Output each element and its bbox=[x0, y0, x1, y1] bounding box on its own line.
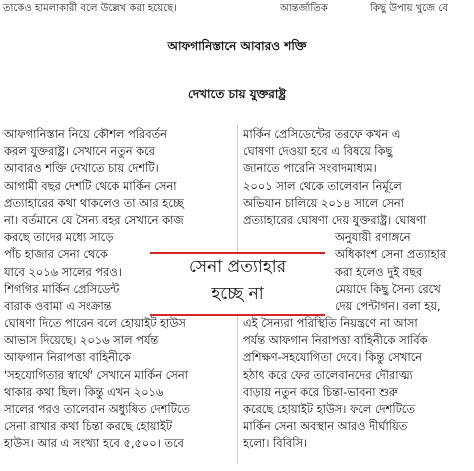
left-line: যাবে ২০১৬ সালের পরও। bbox=[4, 264, 122, 279]
right-line: মেয়াদে কিছু সৈন্য রেখে bbox=[335, 281, 441, 296]
left-line: পাঁচ হাজার সেনা থেকে bbox=[4, 247, 108, 262]
left-line: সেনা রাখার কথা চিন্তা করছে হোয়াইট bbox=[4, 419, 172, 434]
headline-line-1: আফগানিস্তানে আবারও শক্তি bbox=[167, 39, 307, 53]
right-line: বাড়ায় নতুন করে চিন্তা-ভাবনা শুরু bbox=[243, 384, 398, 399]
right-line: অনুযায়ী রণাঙ্গনে bbox=[335, 230, 411, 245]
left-line: আফগান নিরাপত্তা বাহিনীকে bbox=[4, 350, 131, 365]
top-snippet bbox=[0, 0, 474, 22]
right-line: অধিকাংশ সেনা প্রত্যাহার bbox=[335, 247, 447, 262]
right-line: ২০০১ সাল থেকে তালেবান নির্মূলে bbox=[243, 178, 402, 193]
left-line: আভাস দিয়েছে। ২০১৬ সাল পর্যন্ত bbox=[4, 333, 159, 348]
left-line: করছে তাদের মধ্যে সাড়ে bbox=[4, 230, 114, 245]
left-line: থাকার কথা ছিল। কিন্তু এখন ২০১৬ bbox=[4, 384, 164, 399]
right-line: হলো। বিবিসি। bbox=[243, 436, 308, 451]
headline-line-2: দেখাতে চায় যুক্তরাষ্ট্র bbox=[187, 87, 287, 101]
left-line: হাউস। আর এ সংখ্যা হবে ৫,৫০০। তবে bbox=[4, 436, 184, 451]
left-line: প্রত্যাহারের কথা থাকলেও তা আর হচ্ছে bbox=[4, 195, 184, 210]
pull-quote-line-2: হচ্ছে না bbox=[211, 284, 264, 304]
left-line: আফগানিস্তান নিয়ে কৌশল পরিবর্তন bbox=[4, 127, 167, 141]
right-line: জানাতে পারেনি সংবাদমাধ্যম। bbox=[243, 161, 377, 176]
left-line: সালের পরও তালেবান অধ্যুষিত দেশটিতে bbox=[4, 402, 190, 416]
left-line: ঘোষণা দিতে পারেন বলে হোয়াইট হাউস bbox=[4, 316, 186, 331]
right-line: প্রশিক্ষণ-সহযোগিতা দেবে। কিন্তু সেখানে bbox=[243, 350, 423, 365]
right-line: প্রত্যাহারের ঘোষণা দেয় যুক্তরাষ্ট্র। ঘোষণা bbox=[243, 212, 427, 227]
left-line: বারাক ওবামা এ সংক্রান্ত bbox=[4, 298, 112, 313]
snippet-left: তাকেও হামলাকারী বলে উল্লেখ করা হয়েছে। bbox=[3, 3, 177, 14]
right-line: অভিযান চালিয়ে ২০১৪ সালে সেনা bbox=[243, 195, 404, 210]
left-line: না। বর্তমানে যে সৈন্য বহর সেখানে কাজ bbox=[4, 212, 184, 227]
right-line: হঠাৎ করে ফের তালেবানদের দৌরাত্ম্য bbox=[243, 367, 413, 382]
snippet-right: কিছু উপায় খুজে বে bbox=[370, 3, 448, 14]
left-line: শিগগির মার্কিন প্রেসিডেন্ট bbox=[4, 281, 120, 296]
pull-quote-line-1: সেনা প্রত্যাহার bbox=[188, 257, 287, 277]
right-line: করেছে হোয়াইট হাউস। ফলে দেশটিতে bbox=[243, 402, 415, 416]
left-line: আবারও শক্তি দেখাতে চায় দেশটি। bbox=[4, 161, 159, 176]
right-line: মার্কিন সেনা অবস্থান আরও দীর্ঘায়িত bbox=[243, 419, 408, 434]
right-line: মার্কিন প্রেসিডেন্টের তরফে কখন এ bbox=[243, 127, 401, 141]
right-line: করা হলেও দুই বছর bbox=[335, 264, 423, 279]
left-line: করল যুক্তরাষ্ট্র। সেখানে নতুন করে bbox=[4, 144, 155, 159]
right-line: দেয় পেন্টাগন। বলা হয়, bbox=[335, 298, 441, 313]
right-line: এই সৈন্যরা পরিস্থিতি নিয়ন্ত্রণে না আসা bbox=[243, 316, 418, 331]
snippet-middle: আন্তর্জাতিক bbox=[280, 3, 328, 14]
left-line: আগামী বছর দেশটি থেকে মার্কিন সেনা bbox=[4, 178, 177, 193]
left-line: 'সহযোগিতার স্বার্থে' সেখানে মার্কিন সেনা bbox=[4, 367, 188, 382]
pull-quote bbox=[150, 252, 325, 316]
right-line: ঘোষণা দেওয়া হবে এ বিষয়ে কিছু bbox=[243, 144, 393, 159]
right-line: পর্যন্ত আফগান নিরাপত্তা বাহিনীকে সার্বিক bbox=[243, 333, 428, 348]
